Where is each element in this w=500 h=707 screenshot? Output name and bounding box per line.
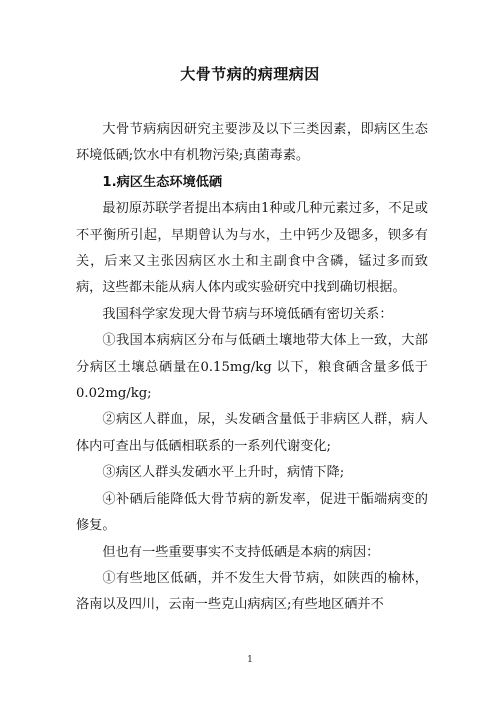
intro-paragraph: 大骨节病病因研究主要涉及以下三类因素，即病区生态环境低硒;饮水中有机物污染;真菌毒素。 <box>76 122 428 164</box>
list-item: ①我国本病病区分布与低硒土壤地带大体上一致，大部分病区土壤总硒量在0.15mg/kg 以下，粮食硒含量多低于0.02mg/kg; <box>76 333 428 402</box>
list-item: ①有些地区低硒，并不发生大骨节病，如陕西的榆林，洛南以及四川，云南一些克山病病区;有些地区硒并不 <box>76 570 428 613</box>
section-heading: 1.病区生态环境低硒 <box>102 174 223 190</box>
body-paragraph: 我国科学家发现大骨节病与环境低硒有密切关系： <box>102 306 393 322</box>
list-item: ③病区人群头发硒水平上升时，病情下降; <box>102 465 345 481</box>
document-body <box>76 117 428 619</box>
page-number: 1 <box>247 655 253 665</box>
body-paragraph: 但也有一些重要事实不支持低硒是本病的病因： <box>102 544 380 560</box>
list-item: ④补硒后能降低大骨节病的新发率，促进干骺端病变的修复。 <box>76 491 428 534</box>
document-title: 大骨节病的病理病因 <box>180 65 320 83</box>
list-item: ②病区人群血，尿，头发硒含量低于非病区人群，病人体内可查出与低硒相联系的一系列代谢变化; <box>76 412 428 454</box>
body-paragraph: 最初原苏联学者提出本病由1种或几种元素过多，不足或不平衡所引起，早期曾认为与水，土中钙少及锶多，钡多有关，后来又主张因病区水土和主副食中含磷，锰过多而致病，这些都未能从病人体内或实验研究中找到确切根据。 <box>76 201 428 296</box>
